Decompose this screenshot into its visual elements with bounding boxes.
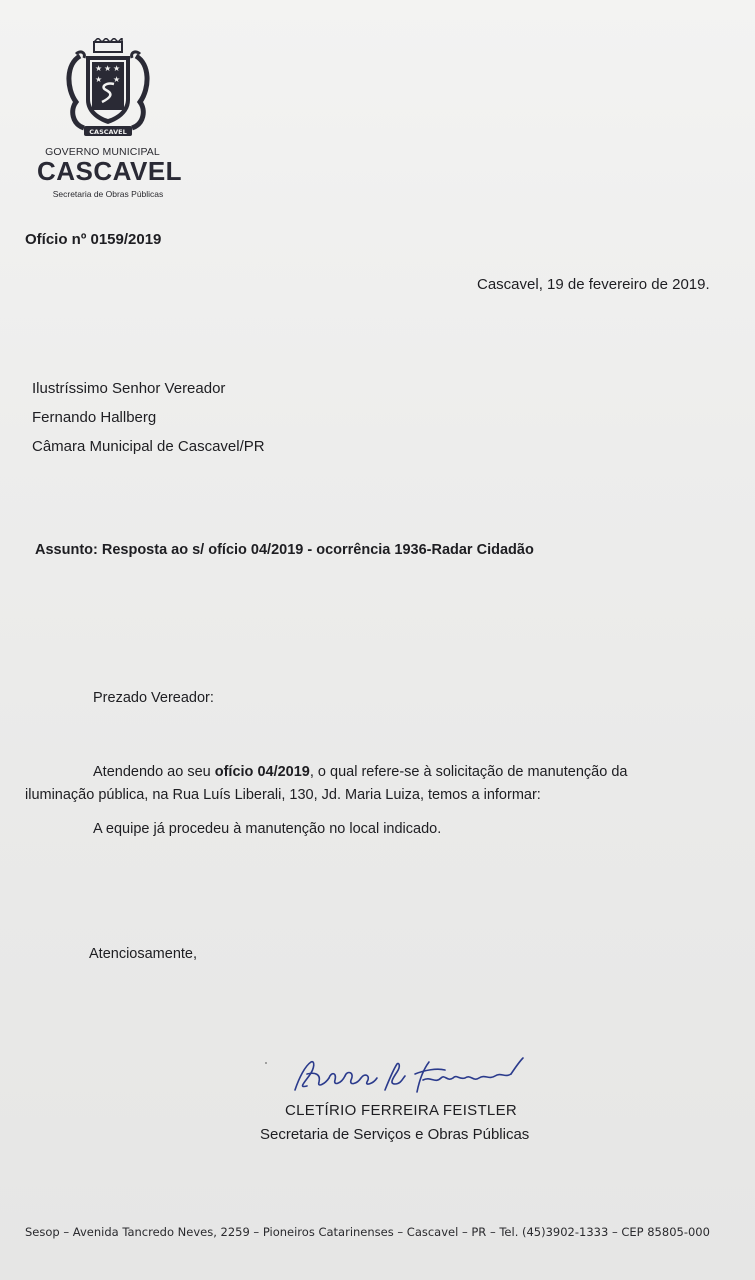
- subject-line: Assunto: Resposta ao s/ ofício 04/2019 - ocorrência 1936-Radar Cidadão: [35, 542, 534, 558]
- department-name: Secretaria de Obras Públicas: [52, 189, 164, 199]
- recipient-name: Fernando Hallberg: [32, 409, 157, 426]
- recipient-title: Ilustríssimo Senhor Vereador: [32, 380, 226, 397]
- svg-text:★: ★: [95, 75, 103, 84]
- body-text-reference: ofício 04/2019: [214, 764, 310, 780]
- place-date: Cascavel, 19 de fevereiro de 2019.: [477, 276, 710, 293]
- svg-text:★: ★: [104, 64, 112, 73]
- body-text-prefix: Atendendo ao seu: [93, 764, 215, 780]
- body-paragraph-1-line-1: [93, 764, 727, 780]
- body-text-span: [93, 764, 627, 780]
- government-label: GOVERNO MUNICIPAL: [45, 146, 160, 158]
- handwritten-signature: [285, 1050, 535, 1102]
- body-text-suffix: , o qual refere-se à solicitação de manutenção da: [309, 764, 628, 780]
- salutation: Prezado Vereador:: [93, 690, 214, 706]
- closing: Atenciosamente,: [89, 946, 198, 962]
- signer-office: Secretaria de Serviços e Obras Públicas: [260, 1126, 530, 1143]
- footer-address: Sesop – Avenida Tancredo Neves, 2259 – Pioneiros Catarinenses – Cascavel – PR – Tel. (45)3902-1333 – CEP 85805-000: [25, 1225, 710, 1239]
- svg-text:★: ★: [113, 75, 121, 84]
- coat-of-arms-icon: [62, 38, 154, 140]
- recipient-institution: Câmara Municipal de Cascavel/PR: [32, 438, 265, 455]
- emblem-banner-text: CASCAVEL: [89, 128, 127, 136]
- body-paragraph-2: A equipe já procedeu à manutenção no local indicado.: [93, 821, 442, 837]
- document-number: Ofício nº 0159/2019: [25, 231, 162, 248]
- ink-dot: [265, 1062, 267, 1064]
- body-paragraph-1-line-2: iluminação pública, na Rua Luís Liberali, 130, Jd. Maria Luiza, temos a informar:: [25, 787, 541, 803]
- signer-name: CLETÍRIO FERREIRA FEISTLER: [285, 1102, 518, 1119]
- svg-text:★: ★: [95, 64, 103, 73]
- svg-text:★: ★: [113, 64, 121, 73]
- city-name: CASCAVEL: [36, 156, 183, 186]
